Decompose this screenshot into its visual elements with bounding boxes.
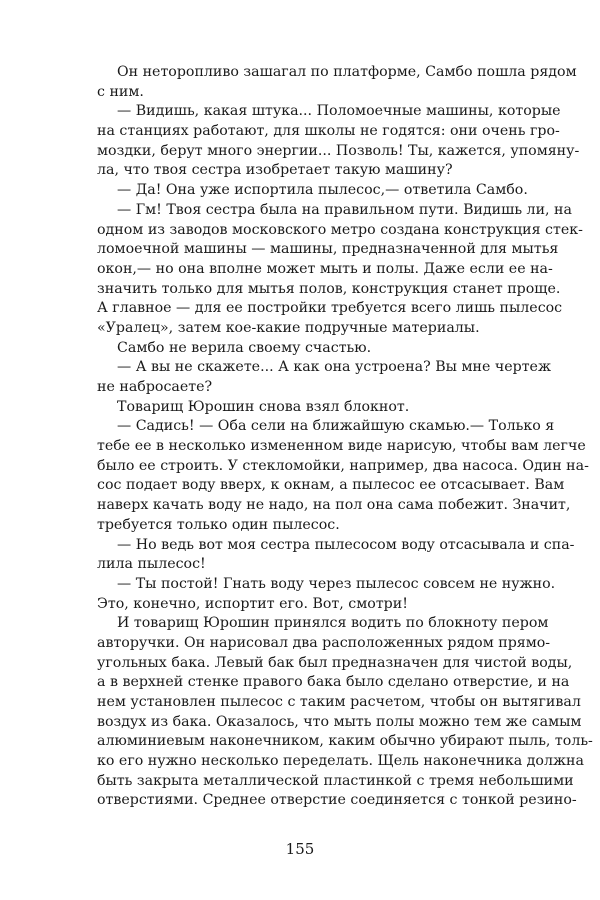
book-page-text [97, 63, 593, 811]
text-line: было ее строить. У стекломойки, например, два насоса. Один на- [97, 457, 589, 474]
text-line: с ним. [97, 83, 144, 100]
page-number: 155 [285, 840, 315, 858]
text-line: — Ты постой! Гнать воду через пылесос совсем не нужно. [117, 575, 556, 592]
text-line: ла, что твоя сестра изобретает такую машину? [97, 162, 453, 179]
text-line: — Садись! — Оба сели на ближайшую скамью.— Только я [117, 418, 555, 435]
text-line: ломоечной машины — машины, предназначенной для мытья [97, 241, 559, 258]
text-line: — Но ведь вот моя сестра пылесосом воду отсасывала и спа- [117, 536, 575, 553]
text-line: на станциях работают, для школы не годятся: они очень гро- [97, 123, 560, 140]
text-line: не набросаете? [97, 379, 213, 395]
text-line: — Да! Она уже испортила пылесос,— ответила Самбо. [117, 182, 528, 199]
text-line: — А вы не скажете... А как она устроена? Вы мне чертеж [117, 359, 552, 376]
text-line: отверстиями. Среднее отверстие соединяется с тонкой резино- [97, 792, 577, 809]
text-line: — Видишь, какая штука... Поломоечные машины, которые [117, 103, 561, 120]
text-line: тебе ее в несколько измененном виде нарисую, чтобы вам легче [97, 438, 586, 455]
text-line: нем установлен пылесос с таким расчетом, чтобы он вытягивал [97, 694, 581, 710]
text-line: требуется только один пылесос. [97, 516, 340, 533]
text-line: «Уралец», затем кое-какие подручные материалы. [97, 319, 480, 336]
text-line: воздух из бака. Оказалось, что мыть полы можно тем же самым [97, 713, 582, 730]
text-line: ко его нужно несколько переделать. Щель наконечника должна [97, 753, 584, 770]
text-line: наверх качать воду не надо, на пол она сама побежит. Значит, [97, 497, 571, 514]
text-line: Товарищ Юрошин снова взял блокнот. [117, 398, 410, 415]
text-line: быть закрыта металлической пластинкой с тремя небольшими [97, 772, 574, 789]
text-line: авторучки. Он нарисовал два расположенных рядом прямо- [97, 634, 551, 651]
text-line: Самбо не верила своему счастью. [117, 339, 372, 356]
text-line: окон,— но она вполне может мыть и полы. Даже если ее на- [97, 260, 553, 277]
text-line: одном из заводов московского метро создана конструкция стек- [97, 221, 583, 238]
text-line: алюминиевым наконечником, каким обычно убирают пыль, толь- [97, 733, 593, 750]
text-line: а в верхней стенке правого бака было сделано отверстие, и на [97, 674, 570, 691]
text-line: лила пылесос! [97, 556, 206, 573]
text-line: А главное — для ее постройки требуется всего лишь пылесос [97, 300, 563, 317]
text-line: сос подает воду вверх, к окнам, а пылесос ее отсасывает. Вам [97, 477, 565, 494]
text-line: — Гм! Твоя сестра была на правильном пути. Видишь ли, на [117, 201, 572, 218]
text-line: Он неторопливо зашагал по платформе, Самбо пошла рядом [117, 64, 577, 80]
text-line: Это, конечно, испортит его. Вот, смотри! [97, 595, 408, 612]
text-line: значить только для мытья полов, конструкция станет проще. [97, 280, 561, 297]
text-line: И товарищ Юрошин принялся водить по блокноту пером [117, 615, 549, 632]
text-line: моздки, берут много энергии... Позволь! Ты, кажется, упомяну- [97, 142, 580, 159]
text-line: угольных бака. Левый бак был предназначен для чистой воды, [97, 654, 573, 671]
